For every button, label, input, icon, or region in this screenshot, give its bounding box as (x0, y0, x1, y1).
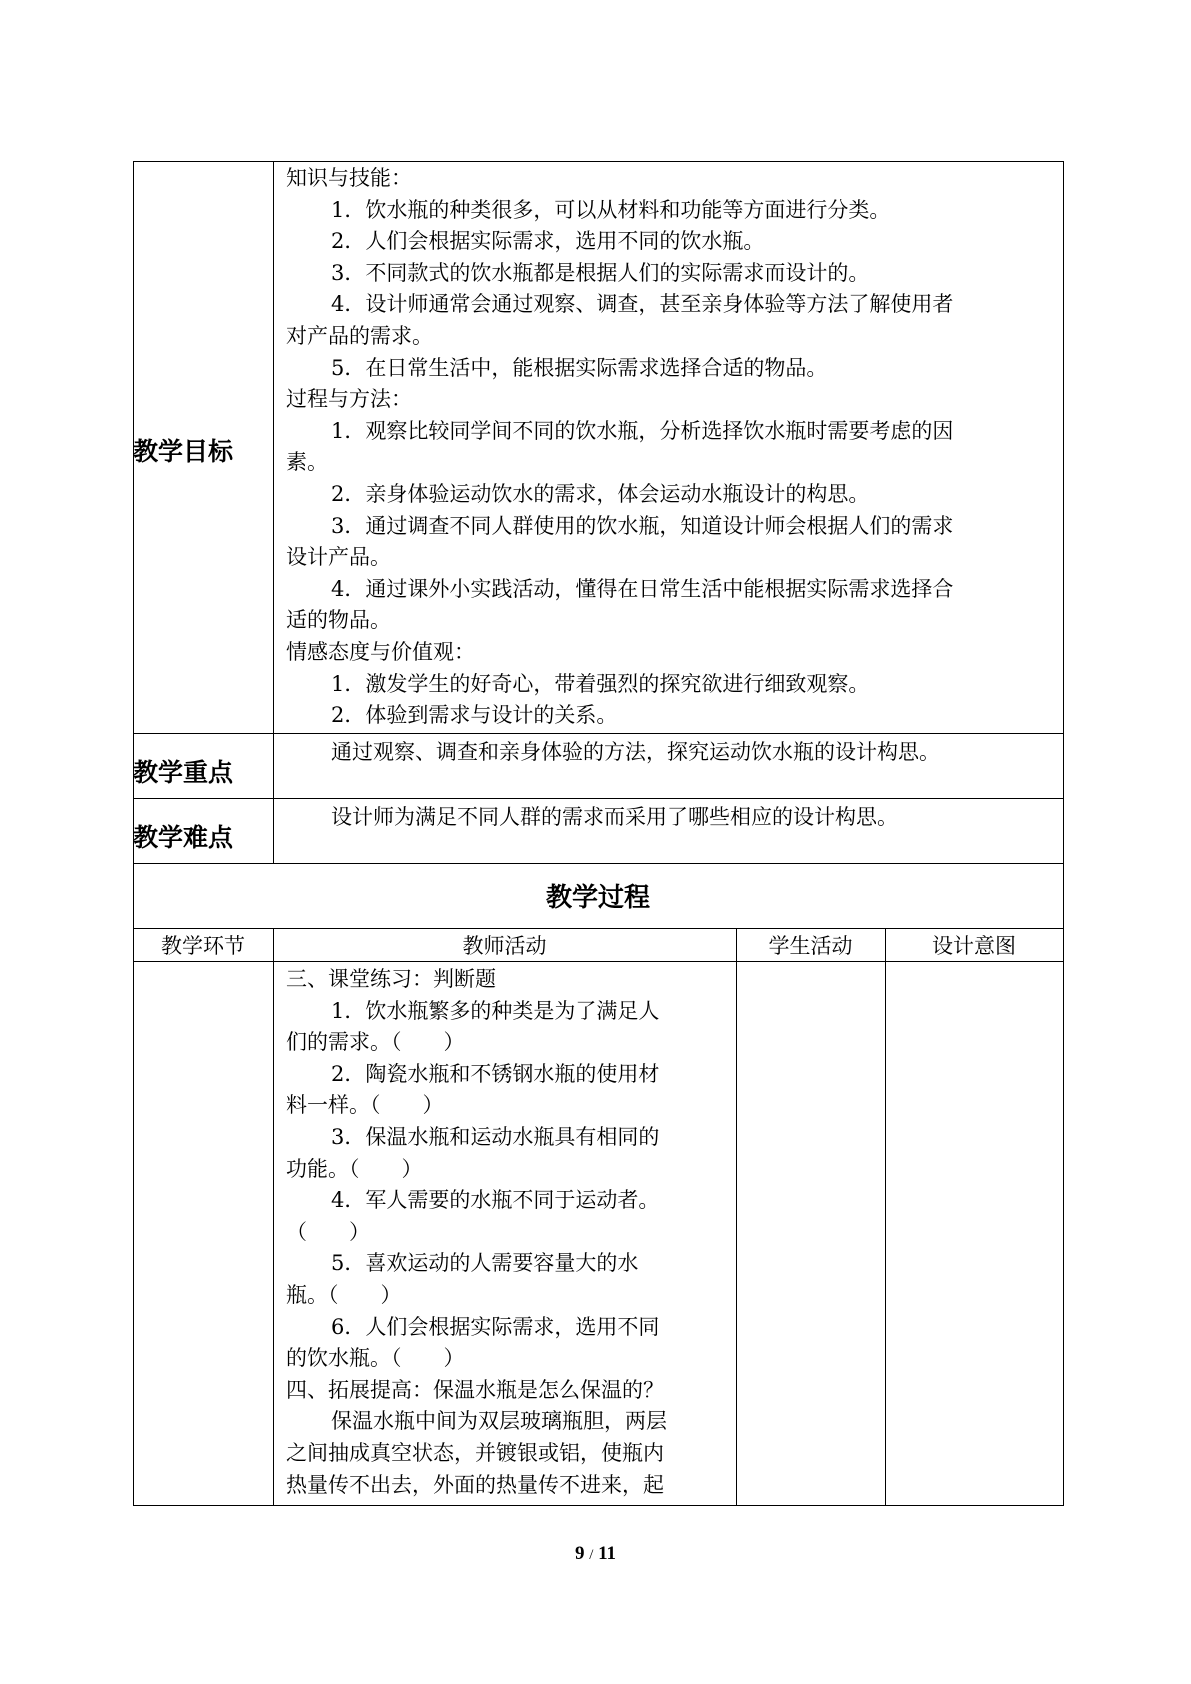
header-stage: 教学环节 (161, 934, 245, 958)
page-number (0, 1543, 1191, 1565)
key-point-label: 教学重点 (133, 758, 234, 787)
process-column-divider-3 (885, 928, 886, 1506)
objectives-label: 教学目标 (133, 437, 234, 466)
teacher-activity-line: 保温水瓶中间为双层玻璃瓶胆，两层 (331, 1409, 667, 1434)
objective-line: 1．激发学生的好奇心，带着强烈的探究欲进行细致观察。 (331, 671, 870, 696)
objective-line: 对产品的需求。 (286, 324, 433, 348)
teacher-activity-line: 6．人们会根据实际需求，选用不同 (331, 1314, 660, 1339)
objective-line: 5．在日常生活中，能根据实际需求选择合适的物品。 (331, 355, 828, 380)
process-column-divider-2 (736, 928, 737, 1506)
page-separator: / (589, 1547, 594, 1563)
header-teacher-activity: 教师活动 (462, 934, 547, 958)
header-design-intent: 设计意图 (932, 934, 1016, 958)
teacher-activity-line: 之间抽成真空状态，并镀银或铝，使瓶内 (286, 1441, 664, 1465)
teacher-activity-line: 2．陶瓷水瓶和不锈钢水瓶的使用材 (331, 1061, 660, 1086)
objective-line: 4．通过课外小实践活动，懂得在日常生活中能根据实际需求选择合 (331, 576, 954, 601)
teacher-activity-line: 三、课堂练习：判断题 (286, 967, 496, 991)
objective-line: 1．饮水瓶的种类很多，可以从材料和功能等方面进行分类。 (331, 197, 891, 222)
teacher-activity-line: 四、拓展提高：保温水瓶是怎么保温的？ (286, 1377, 664, 1402)
objective-line: 1．观察比较同学间不同的饮水瓶，分析选择饮水瓶时需要考虑的因 (331, 418, 954, 443)
teacher-activity-line: 瓶。（ ） (286, 1283, 402, 1307)
objective-line: 适的物品。 (286, 608, 391, 633)
objective-line: 2．体验到需求与设计的关系。 (331, 703, 618, 728)
teacher-activity-line: 5．喜欢运动的人需要容量大的水 (331, 1251, 639, 1276)
objective-line: 知识与技能： (286, 166, 412, 190)
difficulty-label: 教学难点 (133, 823, 234, 852)
objective-line: 4．设计师通常会通过观察、调查，甚至亲身体验等方法了解使用者 (331, 292, 954, 317)
teacher-activity-line: 4．军人需要的水瓶不同于运动者。 (331, 1188, 660, 1213)
table-border-right (1063, 161, 1064, 1506)
objective-line: 设计产品。 (286, 545, 391, 570)
process-title: 教学过程 (545, 883, 650, 913)
objective-line: 过程与方法： (286, 387, 412, 412)
objective-line: 2．人们会根据实际需求，选用不同的饮水瓶。 (331, 229, 765, 254)
objective-line: 素。 (286, 450, 328, 475)
objective-line: 3．不同款式的饮水瓶都是根据人们的实际需求而设计的。 (331, 260, 870, 285)
difficulty-text: 设计师为满足不同人群的需求而采用了哪些相应的设计构思。 (331, 805, 898, 829)
teacher-activity-line: 1．饮水瓶繁多的种类是为了满足人 (331, 998, 660, 1023)
teacher-activity-line: 功能。（ ） (286, 1156, 423, 1181)
teacher-activity-line: 的饮水瓶。（ ） (286, 1346, 465, 1371)
teacher-activity-line: 料一样。（ ） (286, 1093, 444, 1118)
objective-line: 3．通过调查不同人群使用的饮水瓶，知道设计师会根据人们的需求 (331, 513, 954, 538)
page-total: 11 (598, 1543, 617, 1564)
process-column-divider-1 (273, 928, 274, 1506)
label-column-divider (273, 161, 274, 864)
key-point-text: 通过观察、调查和亲身体验的方法，探究运动饮水瓶的设计构思。 (331, 740, 940, 764)
objective-line: 2．亲身体验运动饮水的需求，体会运动水瓶设计的构思。 (331, 482, 870, 506)
page-current: 9 (574, 1543, 585, 1564)
teacher-activity-line: 热量传不出去，外面的热量传不进来，起 (286, 1472, 664, 1497)
header-student-activity: 学生活动 (768, 934, 853, 958)
objective-line: 情感态度与价值观： (286, 640, 475, 664)
teacher-activity-line: 3．保温水瓶和运动水瓶具有相同的 (331, 1125, 660, 1149)
teacher-activity-line: 们的需求。（ ） (286, 1030, 465, 1055)
teacher-activity-line: （ ） (286, 1219, 370, 1244)
